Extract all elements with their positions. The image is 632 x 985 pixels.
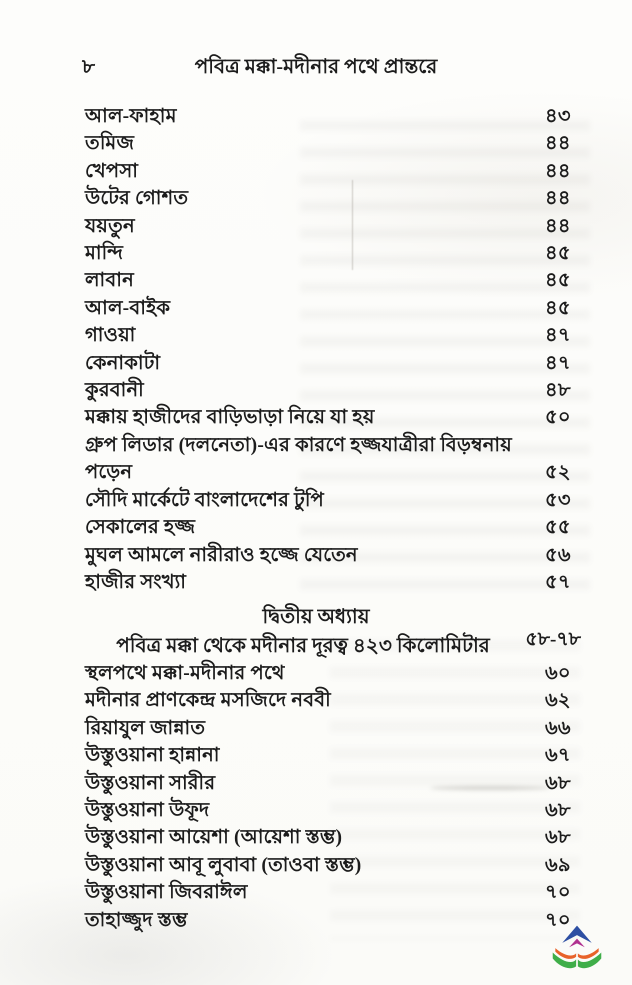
toc-entry <box>85 514 581 541</box>
toc-entry <box>85 569 581 596</box>
toc-entry <box>85 852 581 879</box>
toc-list-part2 <box>85 660 581 934</box>
toc-entry-page: ৬৮ <box>545 772 571 794</box>
toc-entry-title: উটের গোশত <box>85 188 189 210</box>
toc-entry <box>85 130 581 157</box>
toc-entry-page: ৪৫ <box>545 297 571 319</box>
toc-entry-page: ৫০ <box>545 407 571 429</box>
toc-entry-title: তাহাজ্জুদ স্তম্ভ <box>85 909 188 931</box>
toc-entry <box>85 542 581 569</box>
toc-entry-title: হাজীর সংখ্যা <box>85 571 187 593</box>
toc-entry-title: তমিজ <box>85 133 135 155</box>
page-number: ৮ <box>82 56 95 78</box>
toc-entry <box>85 879 581 906</box>
toc-entry <box>85 660 581 687</box>
toc-entry <box>85 295 581 322</box>
toc-entry <box>85 322 581 349</box>
toc-entry-title: লাবান <box>85 270 134 292</box>
toc-entry <box>85 350 581 377</box>
toc-entry-page: ৫৩ <box>545 489 571 511</box>
toc-entry <box>85 824 581 851</box>
toc-entry-page: ৫২ <box>545 462 571 484</box>
toc-entry-title: গ্রুপ লিডার (দলনেতা)-এর কারণে হজ্জযাত্রীরা বিড়ম্বনায় পড়েন <box>85 434 512 484</box>
toc-entry-page: ৪৩ <box>545 106 571 127</box>
toc-entry-page: ৬৯ <box>545 854 571 876</box>
toc-entry-page: ৭০ <box>545 909 571 931</box>
toc-entry-title: রিয়াযুল জান্নাত <box>85 717 206 739</box>
logo-chevron <box>569 939 585 948</box>
toc-entry-title: উস্তুওয়ানা সারীর <box>85 772 216 794</box>
toc-entry-title: উস্তুওয়ানা আবূ লুবাবা (তাওবা স্তম্ভ) <box>85 854 362 876</box>
page-header <box>0 52 632 82</box>
chapter-page-range: ৫৮-৭৮ <box>525 629 581 650</box>
toc-entry <box>85 907 581 934</box>
toc-entry <box>85 742 581 769</box>
toc-entry-title: স্থলপথে মক্কা-মদীনার পথে <box>85 663 285 684</box>
toc-entry <box>85 687 581 714</box>
toc-entry-page: ৪৭ <box>545 325 571 347</box>
toc-entry-title: সৌদি মার্কেটে বাংলাদেশের টুপি <box>85 489 324 511</box>
toc-entry <box>85 158 581 185</box>
toc-entry-title: খেপসা <box>85 160 139 182</box>
toc-entry <box>85 770 581 797</box>
toc-entry <box>85 103 581 130</box>
toc-entry <box>85 404 581 431</box>
toc-entry-page: ৬০ <box>545 663 571 684</box>
toc-entry-title: উস্তুওয়ানা আয়েশা (আয়েশা স্তম্ভ) <box>85 827 343 849</box>
toc-entry-page: ৪৪ <box>545 160 571 182</box>
toc-entry <box>85 185 581 212</box>
toc-entry <box>85 432 581 487</box>
toc-entry <box>85 487 581 514</box>
toc-entry-page: ৪৭ <box>545 352 571 374</box>
toc-entry-title: যয়তুন <box>85 215 135 237</box>
toc-entry-page: ৬৮ <box>545 800 571 822</box>
toc-entry-page: ৫৬ <box>545 544 571 566</box>
logo-pages-left <box>555 948 576 959</box>
toc-entry-title: কুরবানী <box>85 380 144 402</box>
toc-entry-page: ৪৪ <box>545 188 571 210</box>
toc-entry-title: উস্তুওয়ানা হান্নানা <box>85 745 220 767</box>
toc-entry-title: মান্দি <box>85 243 124 265</box>
toc-entry <box>85 797 581 824</box>
toc-entry-page: ৬৬ <box>545 717 571 739</box>
chapter-title: পবিত্র মক্কা থেকে মদীনার দূরত্ব ৪২৩ কিলোমিটার <box>116 635 490 657</box>
toc-entry-page: ৬৭ <box>545 745 571 767</box>
toc-entry-page: ৫৫ <box>545 517 571 539</box>
toc-entry-page: ৪৪ <box>545 133 571 155</box>
toc-entry-page: ৪৮ <box>545 380 571 402</box>
toc-entry-title: কেনাকাটা <box>85 352 161 374</box>
toc-entry-title: মক্কায় হাজীদের বাড়িভাড়া নিয়ে যা হয় <box>85 407 375 429</box>
running-title: পবিত্র মক্কা-মদীনার পথে প্রান্তরে <box>194 56 438 78</box>
open-book-logo-icon <box>551 923 603 975</box>
toc-entry-title: আল-ফাহাম <box>85 106 177 127</box>
toc-entry-title: সেকালের হজ্জ <box>85 517 196 539</box>
toc-entry-page: ৭০ <box>545 882 571 904</box>
toc-entry-page: ৬২ <box>545 690 571 712</box>
toc-entry-title: উস্তুওয়ানা জিবরাঈল <box>85 882 248 904</box>
toc-entry <box>85 213 581 240</box>
toc-entry-title: উস্তুওয়ানা উফূদ <box>85 800 210 822</box>
toc-entry-title: গাওয়া <box>85 325 136 347</box>
toc-entry-page: ৪৫ <box>545 270 571 292</box>
toc-entry-page: ৬৮ <box>545 827 571 849</box>
toc-list-part1 <box>85 103 581 596</box>
chapter-title-row <box>85 631 581 661</box>
toc-entry <box>85 715 581 742</box>
toc-entry-title: মুঘল আমলে নারীরাও হজ্জে যেতেন <box>85 544 358 566</box>
toc-entry-page: ৫৭ <box>545 571 571 593</box>
toc-entry <box>85 240 581 267</box>
toc-entry-title: মদীনার প্রাণকেন্দ্র মসজিদে নববী <box>85 690 331 712</box>
toc-entry <box>85 267 581 294</box>
toc-entry-page: ৪৫ <box>545 243 571 265</box>
chapter-heading: দ্বিতীয় অধ্যায় <box>262 606 370 628</box>
toc-entry <box>85 377 581 404</box>
toc-entry-page: ৪৪ <box>545 215 571 237</box>
logo-pages-right <box>578 948 599 959</box>
toc-entry-title: আল-বাইক <box>85 297 171 319</box>
